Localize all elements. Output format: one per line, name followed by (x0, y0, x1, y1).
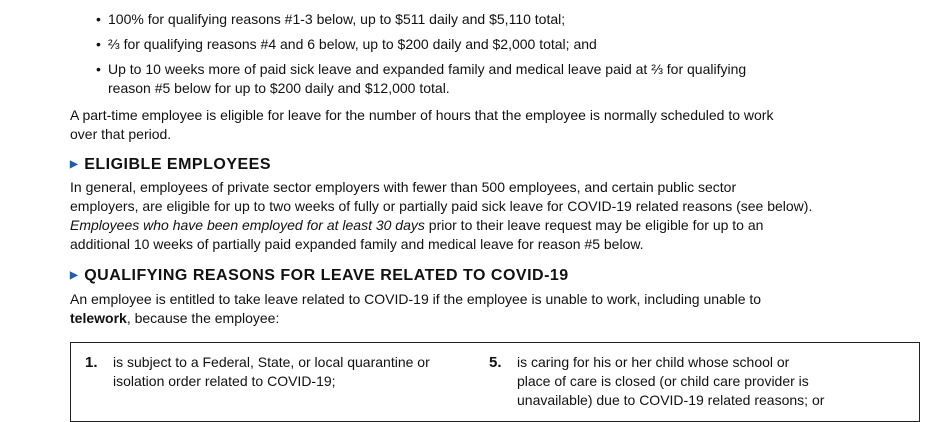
heading-text: QUALIFYING REASONS FOR LEAVE RELATED TO COVID-19 (84, 267, 569, 284)
reason-number: 5. (489, 354, 502, 371)
list-item-text: 100% for qualifying reasons #1-3 below, up to $511 daily and $5,110 total; (108, 11, 566, 27)
pay-rate-list (96, 10, 896, 104)
reason-line: isolation order related to COVID-19; (113, 373, 336, 389)
reason-line: place of care is closed (or child care provider is (517, 373, 809, 389)
list-item (96, 35, 896, 54)
list-item-text: ⅔ for qualifying reasons #4 and 6 below, up to $200 daily and $2,000 total; and (108, 36, 597, 52)
eligible-employees-heading (70, 155, 271, 175)
bullet-icon: • (96, 61, 101, 77)
heading-text: ELIGIBLE EMPLOYEES (84, 156, 272, 173)
paragraph-line: A part-time employee is eligible for leave for the number of hours that the employee is normally scheduled to work (70, 107, 774, 123)
bullet-icon: • (96, 36, 101, 52)
bold-word: telework (70, 310, 127, 326)
paragraph-line: In general, employees of private sector employers with fewer than 500 employees, and certain public sector (70, 179, 737, 195)
qualifying-reasons-table (70, 342, 920, 422)
paragraph-line: employers, are eligible for up to two weeks of fully or partially paid sick leave for COVID-19 related reasons (see below). (70, 198, 813, 214)
italic-phrase: Employees who have been employed for at least 30 days (70, 217, 425, 233)
qualifying-reasons-intro (70, 290, 900, 328)
eligible-employees-paragraph (70, 178, 900, 254)
list-item-text: reason #5 below for up to $200 daily and $12,000 total. (108, 80, 450, 96)
part-time-paragraph (70, 106, 900, 144)
triangle-bullet-icon: ▶ (70, 270, 79, 281)
qualifying-reasons-heading (70, 266, 569, 286)
list-item-continuation (96, 79, 896, 98)
paragraph-line: An employee is entitled to take leave related to COVID-19 if the employee is unable to work, including unable to (70, 291, 762, 307)
paragraph-line: prior to their leave request may be eligible for up to an (424, 217, 764, 233)
reason-text (113, 353, 430, 391)
paragraph-line: over that period. (70, 126, 172, 142)
reason-line: is subject to a Federal, State, or local quarantine or (113, 354, 430, 370)
list-item (96, 60, 896, 79)
reason-number: 1. (85, 354, 98, 371)
paragraph-line: , because the employee: (126, 310, 280, 326)
paragraph-line: additional 10 weeks of partially paid expanded family and medical leave for reason #5 below. (70, 236, 644, 252)
reason-text (517, 353, 824, 410)
list-item (96, 10, 896, 29)
reason-line: unavailable) due to COVID-19 related reasons; or (517, 392, 825, 408)
triangle-bullet-icon: ▶ (70, 159, 79, 170)
list-item-text: Up to 10 weeks more of paid sick leave and expanded family and medical leave paid at ⅔ for qualifying (108, 61, 747, 77)
bullet-icon: • (96, 11, 101, 27)
reason-line: is caring for his or her child whose school or (517, 354, 790, 370)
